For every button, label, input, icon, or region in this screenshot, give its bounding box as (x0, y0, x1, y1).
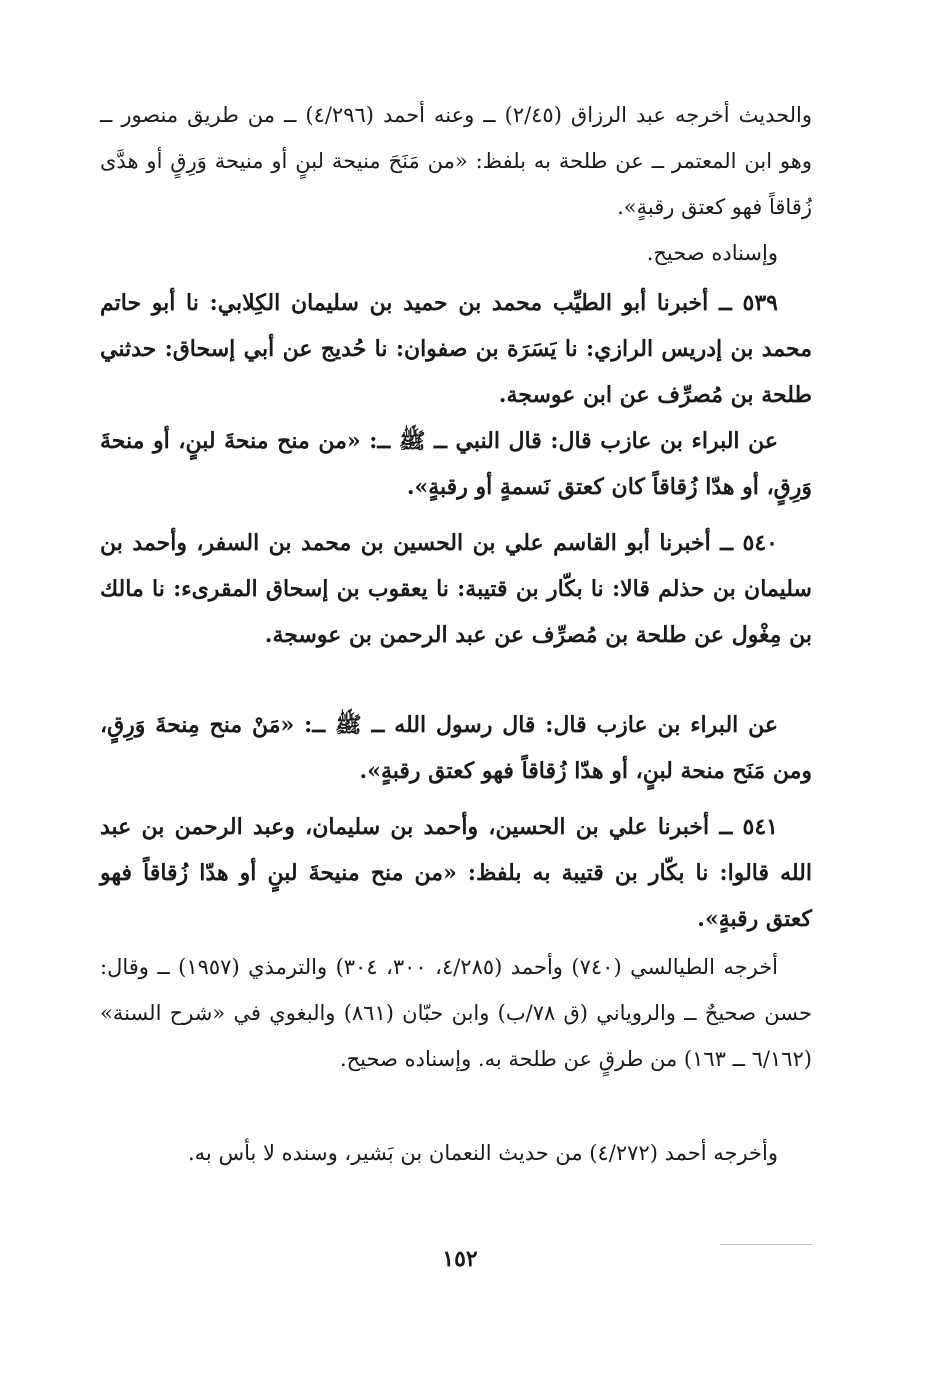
hadith-539-matn: عن البراء بن عازب قال: قال النبي ــ ﷺ ــ: «من منح منحةَ لبنٍ، أو منحةَ وَرِقٍ، أو هدّا زُقاقاً كان كعتق نَسمةٍ أو رقبةٍ». (100, 428, 812, 500)
isnad-text: أخبرنا أبو القاسم علي بن الحسين بن محمد بن السفر، وأحمد بن سليمان بن حذلم قالا: نا بكّار بن قتيبة: نا يعقوب بن إسحاق المقرىء: نا مالك بن مِغْول عن طلحة بن مُصرِّف عن عبد الرحمن بن عوسجة. (100, 530, 812, 648)
hadith-539-isnad (100, 280, 812, 418)
page-number: ١٥٢ (442, 1246, 478, 1272)
hadith-541-isnad (100, 804, 812, 942)
commentary-grading: وإسناده صحيح. (646, 241, 778, 265)
isnad-text: أخبرنا علي بن الحسين، وأحمد بن سليمان، وعبد الرحمن بن عبد الله قالوا: نا بكّار بن قتيبة به بلفظ: «من منح منيحةَ لبنٍ أو هدّا زُقاقاً فهو كعتق رقبةٍ». (100, 814, 812, 932)
takhrij-paragraph: أخرجه الطيالسي (٧٤٠) وأحمد (٤/٢٨٥، ٣٠٠، ٣٠٤) والترمذي (١٩٥٧) ــ وقال: حسن صحيحٌ ــ والروياني (ق ٧٨/ب) وابن حبّان (٨٦١) والبغوي في «شرح السنة» (٦/١٦٢ ــ ١٦٣) من طرقٍ عن طلحة به. وإسناده صحيح. (100, 955, 813, 1071)
hadith-number: ٥٤٠ ــ (720, 530, 778, 556)
hadith-number: ٥٣٩ ــ (718, 290, 778, 316)
isnad-text: أخبرنا أبو الطيِّب محمد بن حميد بن سليمان الكِلابي: نا أبو حاتم محمد بن إدريس الرازي: نا يَسَرَة بن صفوان: نا حُديج عن أبي إسحاق: حدثني طلحة بن مُصرِّف عن ابن عوسجة. (100, 290, 812, 408)
commentary-text: والحديث أخرجه عبد الرزاق (٢/٤٥) ــ وعنه أحمد (٤/٢٩٦) ــ من طريق منصور ــ وهو ابن المعتمر ــ عن طلحة به بلفظ: «من مَنَحَ منيحة لبنٍ أو منيحة وَرِقٍ أو هدَّى زُقاقاً فهو كعتق رقبةٍ». (100, 103, 813, 219)
hadith-number: ٥٤١ ــ (719, 814, 778, 840)
hadith-540-isnad (100, 520, 812, 658)
hadith-540-matn: عن البراء بن عازب قال: قال رسول الله ــ ﷺ ــ: «مَنْ منح مِنحةَ وَرِقٍ، ومن مَنَح منحة لبنٍ، أو هدّا زُقاقاً فهو كعتق رقبةٍ». (100, 712, 812, 784)
takhrij-paragraph: وأخرجه أحمد (٤/٢٧٢) من حديث النعمان بن بَشير، وسنده لا بأس به. (188, 1141, 778, 1165)
commentary-block (100, 92, 812, 276)
footer-rule (720, 1244, 812, 1245)
